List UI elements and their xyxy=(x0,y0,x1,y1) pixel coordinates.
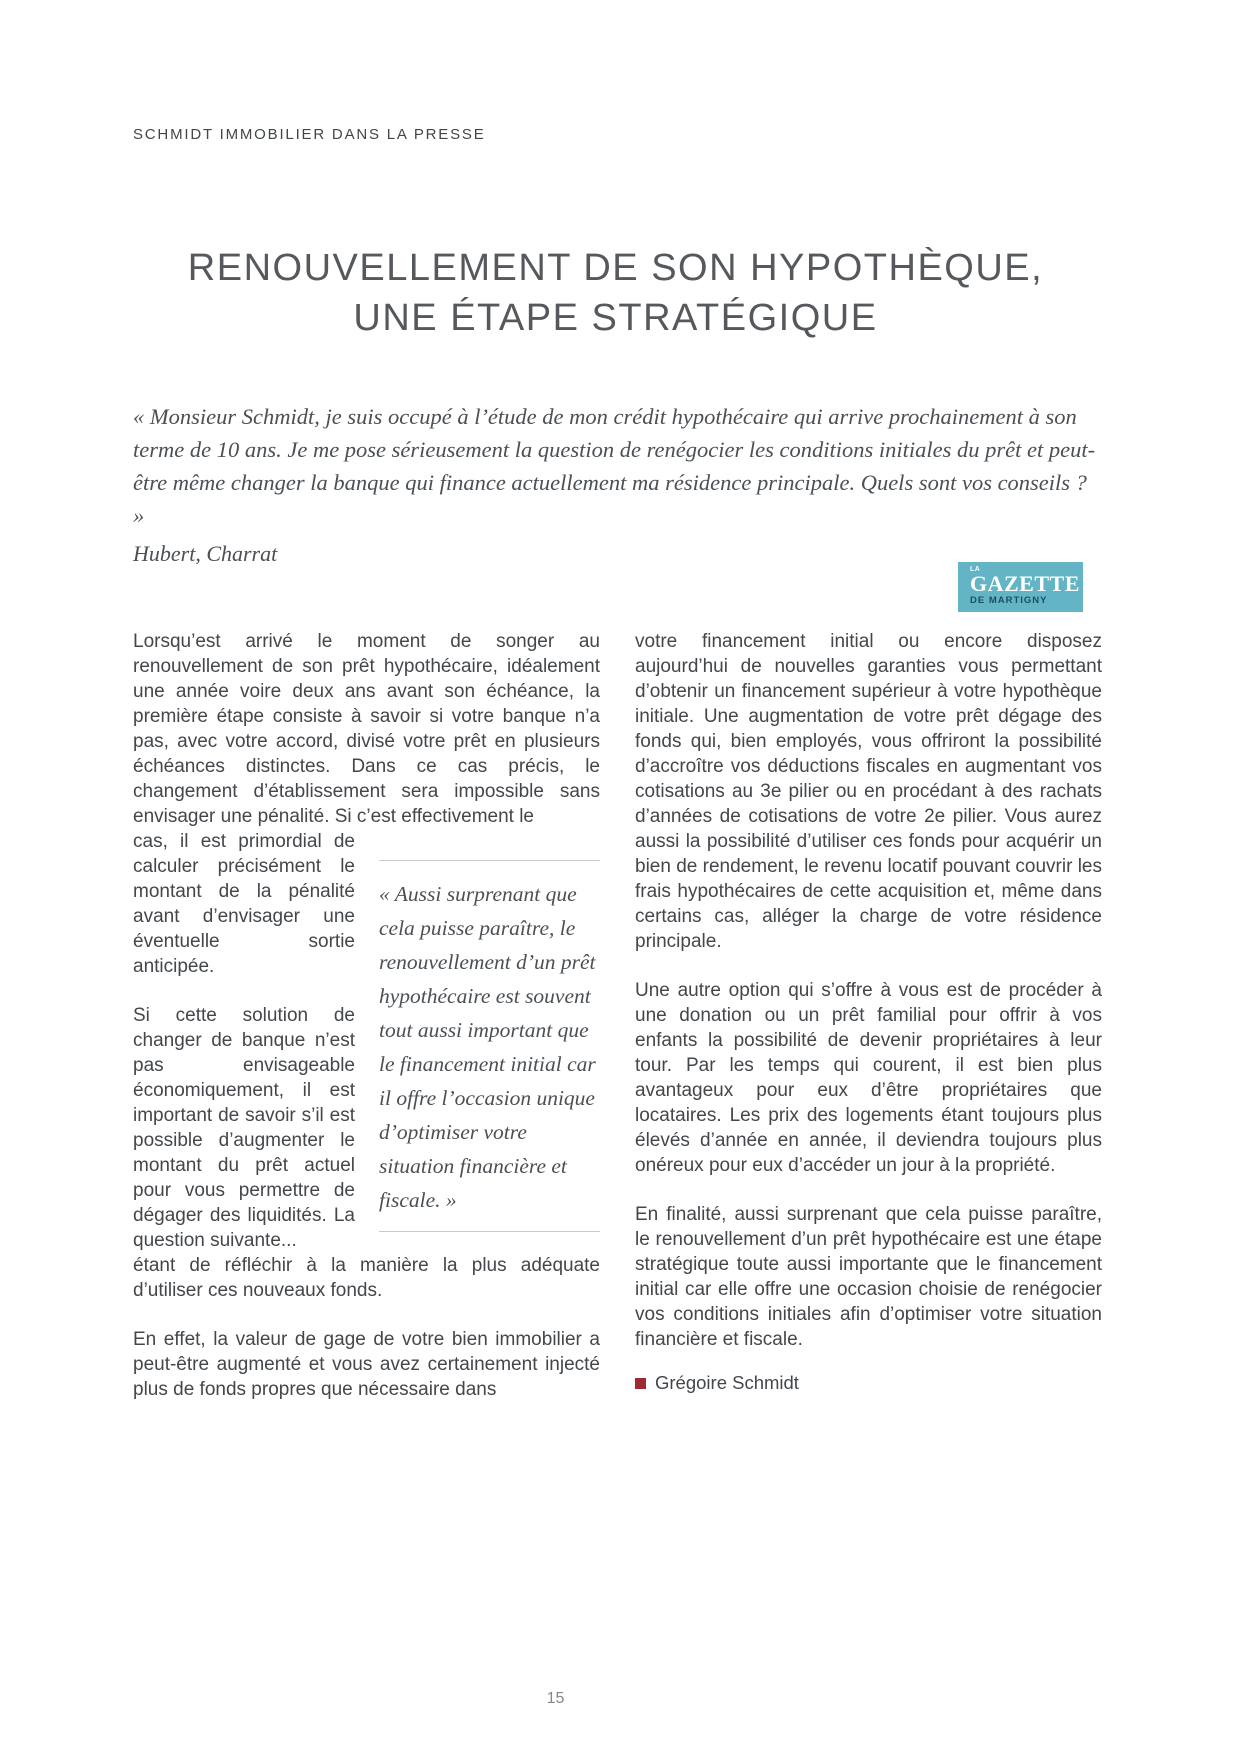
reader-question-quote: « Monsieur Schmidt, je suis occupé à l’étude de mon crédit hypothécaire qui arrive prochainement à son terme de 10 ans. Je me pose sérieusement la question de renégocier les conditions initiales du prêt et peut-être même changer la banque qui finance actuellement ma résidence principale. Quels sont vos conseils ? » xyxy=(133,404,1096,528)
article-title xyxy=(133,243,1098,343)
pull-quote-text: « Aussi surprenant que cela puisse paraître, le renouvellement d’un prêt hypothécaire est souvent tout aussi important que le financement initial car il offre l’occasion unique d’optimiser votre situation financière et fiscale. » xyxy=(379,882,596,1212)
article-left-column xyxy=(133,629,600,1426)
logo-la-text: LA xyxy=(970,566,981,573)
right-paragraph-1: votre financement initial ou encore disposez aujourd’hui de nouvelles garanties vous permettant d’obtenir un financement supérieur à votre hypothèque initiale. Une augmentation de votre prêt dégage des fonds qui, bien employés, vous offriront la possibilité d’accroître vos déductions fiscales en augmentant vos cotisations au 3e pilier ou en procédant à des rachats d’années de cotisations de votre 2e pilier. Vous aurez aussi la possibilité d’utiliser ces fonds pour acquérir un bien de rendement, le revenu locatif pouvant couvrir les frais hypothécaires de cette acquisition et, même dans certains cas, alléger la charge de votre résidence principale. xyxy=(635,631,1102,952)
logo-subtitle-text: DE MARTIGNY xyxy=(970,595,1048,606)
left-paragraph-1-narrow: cas, il est primordial de calculer précisément le montant de la pénalité avant d’envisager une éventuelle sortie anticipée. xyxy=(133,831,355,977)
author-bullet-square-icon xyxy=(635,1378,646,1389)
right-paragraph-2: Une autre option qui s’offre à vous est de procéder à une donation ou un prêt familial pour offrir à vos enfants la possibilité de devenir propriétaires à leur tour. Par les temps qui courent, il est bien plus avantageux pour eux d’être propriétaires que locataires. Les prix des logements étant toujours plus élevés d’année en année, il deviendra toujours plus onéreux pour eux d’accéder un jour à la propriété. xyxy=(635,980,1102,1176)
left-paragraph-1-full: Lorsqu’est arrivé le moment de songer au renouvellement de son prêt hypothécaire, idéalement une année voire deux ans avant son échéance, la première étape consiste à savoir si votre banque n’a pas, avec votre accord, divisé votre prêt en plusieurs échéances distinctes. Dans ce cas précis, le changement d’établissement sera impossible sans envisager une pénalité. Si c’est effectivement le xyxy=(133,631,600,827)
article-right-column xyxy=(635,629,1102,1394)
right-paragraph-3: En finalité, aussi surprenant que cela puisse paraître, le renouvellement d’un prêt hypothécaire est une étape stratégique toute aussi importante que le financement initial car elle offre une occasion choisie de renégocier vos conditions initiales afin d’optimiser votre situation financière et fiscale. xyxy=(635,1204,1102,1350)
article-title-line2: UNE ÉTAPE STRATÉGIQUE xyxy=(353,297,878,340)
logo-gazette-text: GAZETTE xyxy=(970,571,1080,596)
pull-quote-bottom-rule xyxy=(379,1231,600,1232)
left-narrow-text-column xyxy=(133,829,355,1253)
left-paragraph-3: En effet, la valeur de gage de votre bien immobilier a peut-être augmenté et vous avez certainement injecté plus de fonds propres que nécessaire dans xyxy=(133,1329,600,1400)
left-paragraph-2-full: étant de réfléchir à la manière la plus adéquate d’utiliser ces nouveaux fonds. xyxy=(133,1255,600,1301)
left-paragraph-2-narrow: Si cette solution de changer de banque n’est pas envisageable économiquement, il est important de savoir s’il est possible d’augmenter le montant du prêt actuel pour vous permettre de dégager des liquidités. La question suivante... xyxy=(133,1005,355,1251)
pull-quote-block xyxy=(379,860,600,1232)
gazette-de-martigny-logo xyxy=(958,562,1083,612)
article-author-row xyxy=(635,1372,1102,1394)
page-number: 15 xyxy=(546,1690,565,1707)
reader-question-author: Hubert, Charrat xyxy=(133,541,278,566)
pull-quote-wrap-row xyxy=(133,829,600,1253)
article-title-line1: RENOUVELLEMENT DE SON HYPOTHÈQUE, xyxy=(187,247,1044,290)
article-author-name: Grégoire Schmidt xyxy=(655,1372,799,1393)
section-kicker: SCHMIDT IMMOBILIER DANS LA PRESSE xyxy=(133,126,486,143)
